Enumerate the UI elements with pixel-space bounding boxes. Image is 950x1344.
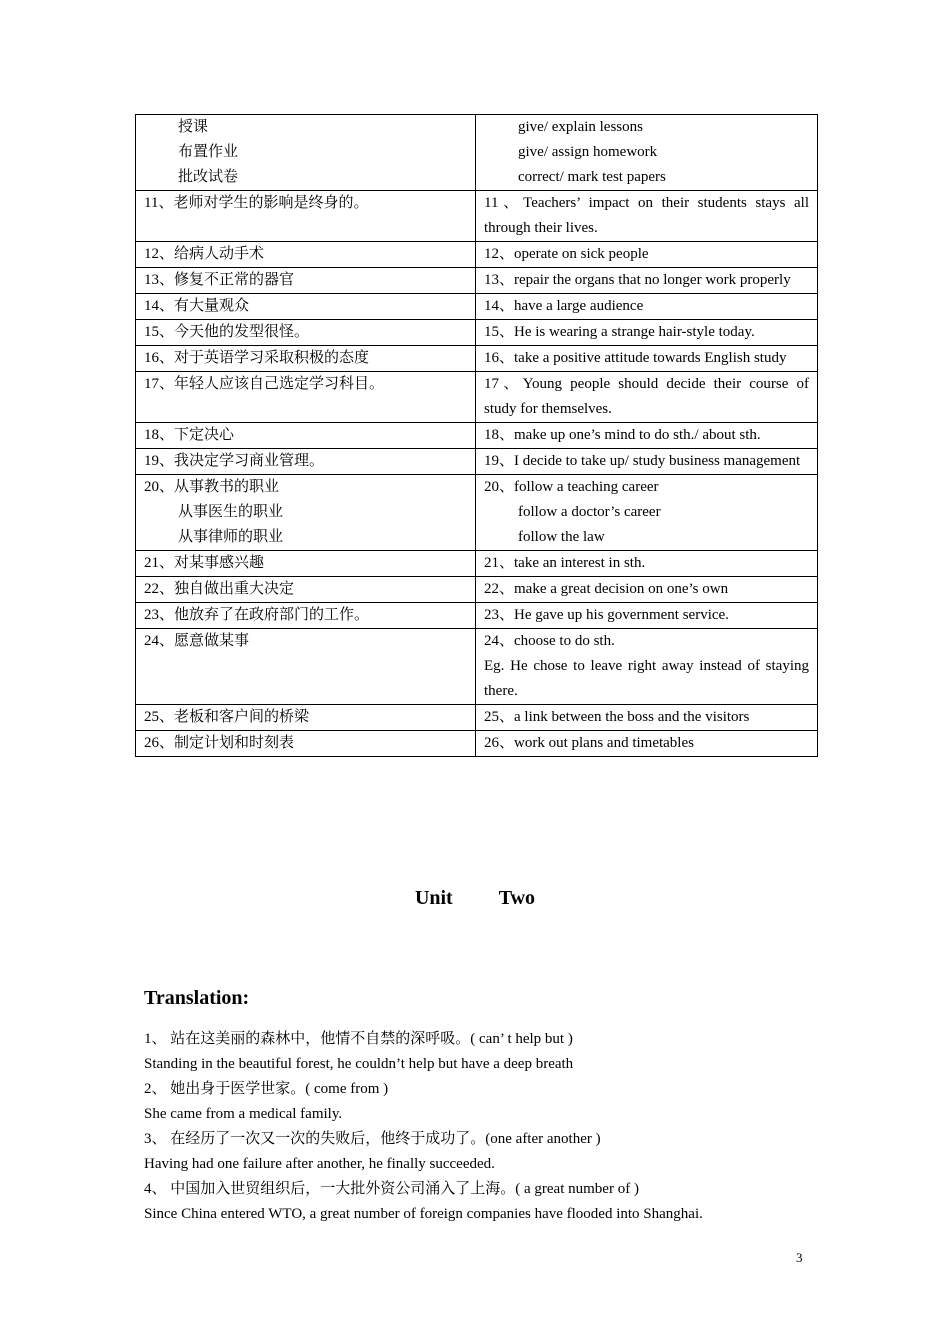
chinese-cell: [136, 603, 476, 629]
english-cell: [476, 475, 818, 551]
english-phrase: give/ assign homework: [518, 144, 658, 160]
chinese-phrase: 13、修复不正常的器官: [144, 272, 295, 288]
english-cell: [476, 115, 818, 191]
english-phrase: 21、take an interest in sth.: [484, 555, 646, 571]
translation-answer: Standing in the beautiful forest, he couldn’t help but have a deep breath: [144, 1056, 574, 1072]
translation-prompt: 4、 中国加入世贸组织后，一大批外资公司涌入了上海。( a great number of ): [144, 1181, 639, 1197]
chinese-phrase: 11、老师对学生的影响是终身的。: [144, 195, 369, 211]
english-phrase: 24、choose to do sth.: [484, 633, 615, 649]
table-row: [136, 577, 818, 603]
chinese-phrase: 从事律师的职业: [178, 529, 284, 545]
chinese-phrase: 19、我决定学习商业管理。: [144, 453, 325, 469]
vocab-table: [135, 114, 818, 757]
english-cell: [476, 242, 818, 268]
chinese-phrase: 15、今天他的发型很怪。: [144, 324, 310, 340]
english-phrase: 11、Teachers’ impact on their students stays all through their lives.: [484, 195, 809, 236]
page-number: 3: [796, 1250, 803, 1265]
chinese-cell: [136, 475, 476, 551]
table-row: [136, 705, 818, 731]
english-phrase: 16、take a positive attitude towards English study: [484, 350, 787, 366]
chinese-cell: [136, 731, 476, 757]
chinese-cell: [136, 242, 476, 268]
table-row: [136, 475, 818, 551]
english-cell: [476, 629, 818, 705]
chinese-phrase: 20、从事教书的职业: [144, 479, 280, 495]
chinese-phrase: 18、下定决心: [144, 427, 235, 443]
chinese-cell: [136, 629, 476, 705]
english-phrase: 19、I decide to take up/ study business management: [484, 453, 801, 469]
unit-title: [0, 884, 950, 912]
english-cell: [476, 268, 818, 294]
english-phrase: 14、have a large audience: [484, 298, 644, 314]
table-row: [136, 603, 818, 629]
chinese-cell: [136, 449, 476, 475]
english-phrase: 22、make a great decision on one’s own: [484, 581, 729, 597]
english-phrase: 12、operate on sick people: [484, 246, 649, 262]
translation-answer: Since China entered WTO, a great number of foreign companies have flooded into Shanghai.: [144, 1206, 703, 1222]
chinese-cell: [136, 294, 476, 320]
translation-prompt: 3、 在经历了一次又一次的失败后，他终于成功了。(one after another ): [144, 1131, 601, 1147]
english-cell: [476, 551, 818, 577]
english-phrase: 17、Young people should decide their course of study for themselves.: [484, 376, 809, 417]
english-cell: [476, 603, 818, 629]
translation-prompt: 2、 她出身于医学世家。( come from ): [144, 1081, 389, 1097]
chinese-phrase: 25、老板和客户间的桥梁: [144, 709, 310, 725]
chinese-cell: [136, 577, 476, 603]
chinese-phrase: 26、制定计划和时刻表: [144, 735, 295, 751]
chinese-cell: [136, 346, 476, 372]
chinese-cell: [136, 115, 476, 191]
chinese-phrase: 布置作业: [178, 144, 239, 160]
chinese-cell: [136, 705, 476, 731]
english-phrase: 13、repair the organs that no longer work properly: [484, 272, 791, 288]
table-row: [136, 268, 818, 294]
english-phrase: 20、follow a teaching career: [484, 479, 659, 495]
chinese-phrase: 12、给病人动手术: [144, 246, 265, 262]
english-cell: [476, 731, 818, 757]
chinese-cell: [136, 191, 476, 242]
chinese-phrase: 23、他放弃了在政府部门的工作。: [144, 607, 370, 623]
chinese-phrase: 14、有大量观众: [144, 298, 250, 314]
translation-answer: She came from a medical family.: [144, 1106, 343, 1122]
table-row: [136, 449, 818, 475]
english-cell: [476, 449, 818, 475]
vocab-table-body: [136, 115, 818, 757]
chinese-phrase: 21、对某事感兴趣: [144, 555, 265, 571]
chinese-phrase: 16、对于英语学习采取积极的态度: [144, 350, 370, 366]
chinese-phrase: 17、年轻人应该自己选定学习科目。: [144, 376, 385, 392]
english-phrase: Eg. He chose to leave right away instead of staying there.: [484, 658, 809, 699]
english-phrase: give/ explain lessons: [518, 119, 643, 135]
table-row: [136, 242, 818, 268]
english-phrase: follow the law: [518, 529, 605, 545]
translation-list: [144, 1027, 824, 1227]
table-row: [136, 423, 818, 449]
english-cell: [476, 423, 818, 449]
chinese-phrase: 授课: [178, 119, 209, 135]
english-phrase: 23、He gave up his government service.: [484, 607, 729, 623]
section-title: Translation:: [144, 987, 250, 1009]
english-phrase: follow a doctor’s career: [518, 504, 661, 520]
chinese-cell: [136, 320, 476, 346]
english-cell: [476, 320, 818, 346]
chinese-phrase: 22、独自做出重大决定: [144, 581, 295, 597]
english-cell: [476, 577, 818, 603]
table-row: [136, 629, 818, 705]
table-row: [136, 115, 818, 191]
chinese-cell: [136, 551, 476, 577]
translation-answer: Having had one failure after another, he finally succeeded.: [144, 1156, 495, 1172]
english-phrase: 18、make up one’s mind to do sth./ about sth.: [484, 427, 761, 443]
chinese-cell: [136, 268, 476, 294]
table-row: [136, 551, 818, 577]
chinese-cell: [136, 372, 476, 423]
english-phrase: 15、He is wearing a strange hair-style today.: [484, 324, 755, 340]
english-cell: [476, 191, 818, 242]
chinese-phrase: 批改试卷: [178, 169, 239, 185]
table-row: [136, 320, 818, 346]
table-row: [136, 731, 818, 757]
chinese-phrase: 24、愿意做某事: [144, 633, 250, 649]
english-cell: [476, 346, 818, 372]
english-phrase: 25、a link between the boss and the visitors: [484, 709, 750, 725]
table-row: [136, 346, 818, 372]
english-phrase: correct/ mark test papers: [518, 169, 666, 185]
table-row: [136, 372, 818, 423]
chinese-cell: [136, 423, 476, 449]
chinese-phrase: 从事医生的职业: [178, 504, 284, 520]
unit-title-word: Unit: [414, 887, 453, 909]
translation-prompt: 1、 站在这美丽的森林中，他情不自禁的深呼吸。( can’ t help but ): [144, 1031, 573, 1047]
english-phrase: 26、work out plans and timetables: [484, 735, 694, 751]
english-cell: [476, 372, 818, 423]
unit-title-number: Two: [498, 887, 536, 909]
table-row: [136, 294, 818, 320]
english-cell: [476, 705, 818, 731]
table-row: [136, 191, 818, 242]
english-cell: [476, 294, 818, 320]
